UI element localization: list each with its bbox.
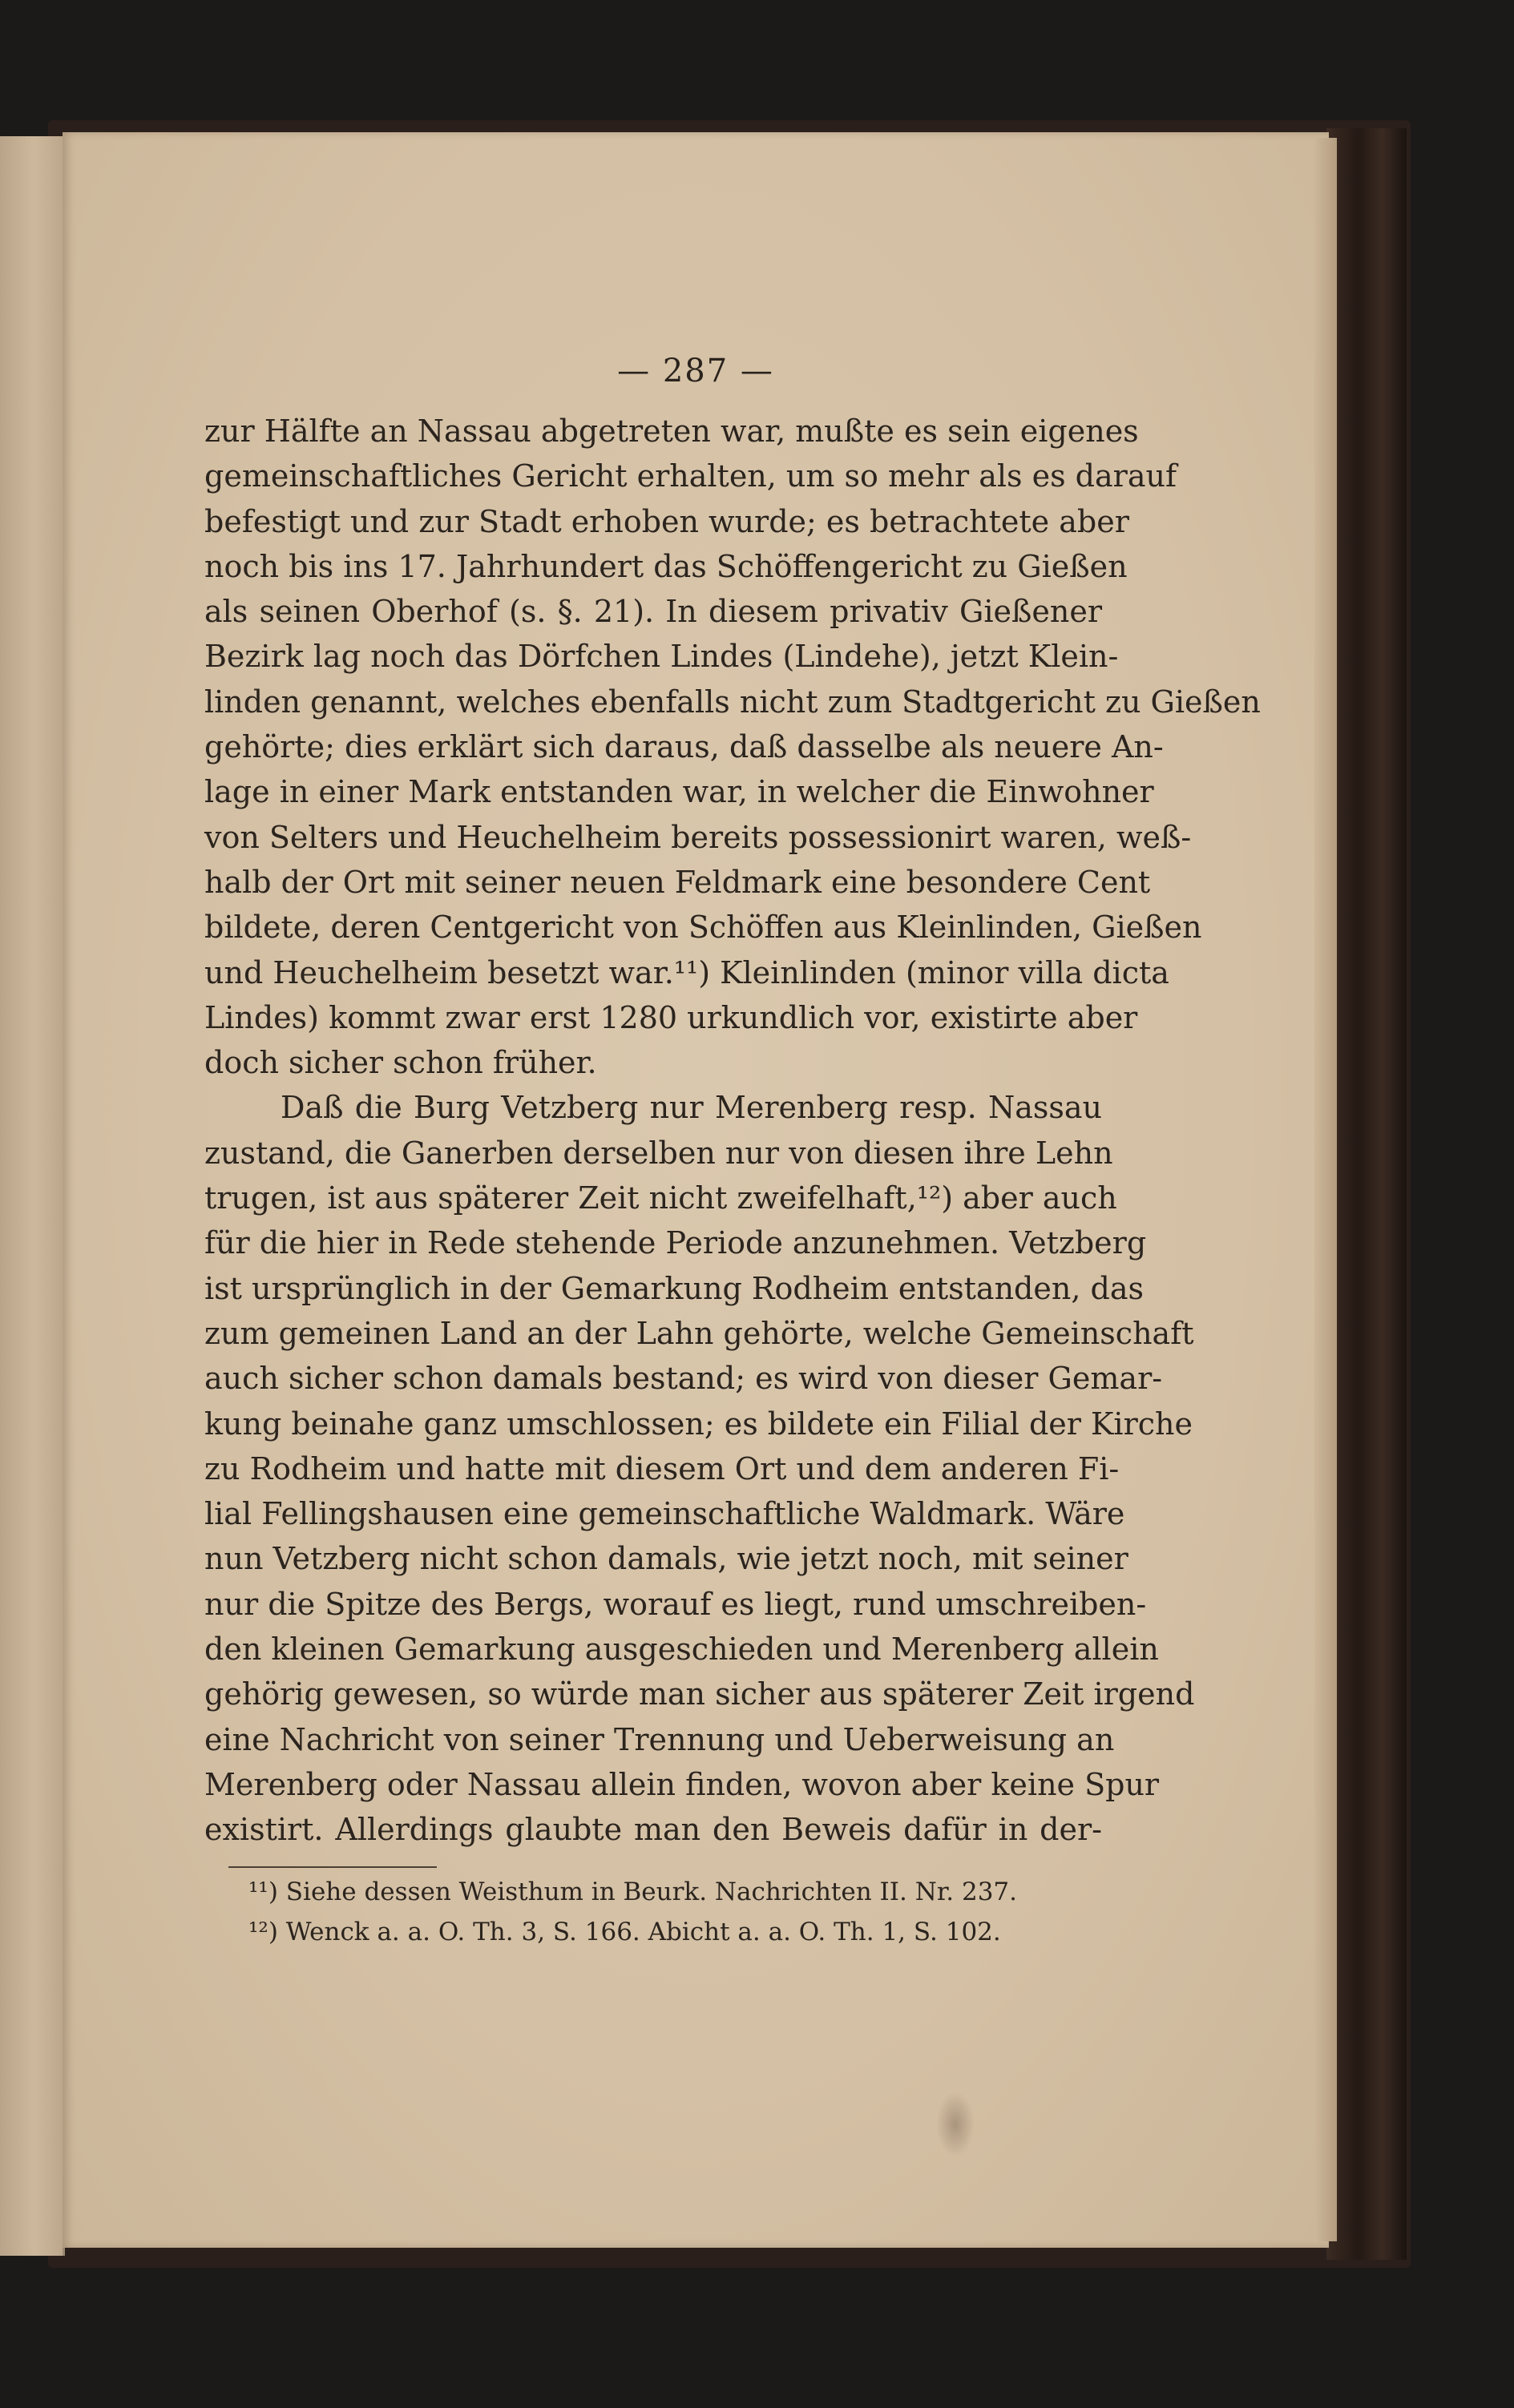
text-line: trugen, ist aus späterer Zeit nicht zweifelhaft,¹²) aber auch (204, 1180, 1117, 1216)
text-line: linden genannt, welches ebenfalls nicht zum Stadtgericht zu Gießen (204, 684, 1261, 720)
text-line: befestigt und zur Stadt erhoben wurde; es betrachtete aber (204, 503, 1129, 539)
text-line: von Selters und Heuchelheim bereits possessionirt waren, weß- (204, 819, 1192, 855)
text-line: und Heuchelheim besetzt war.¹¹) Kleinlinden (minor villa dicta (204, 954, 1169, 990)
text-line: Lindes) kommt zwar erst 1280 urkundlich vor, existirte aber (204, 999, 1138, 1035)
text-line: eine Nachricht von seiner Trennung und Ueberweisung an (204, 1721, 1115, 1757)
footnote: ¹²) Wenck a. a. O. Th. 3, S. 166. Abicht a. a. O. Th. 1, S. 102. (248, 1918, 1001, 1946)
text-line: zu Rodheim und hatte mit diesem Ort und dem anderen Fi- (204, 1450, 1120, 1486)
page-number: — 287 — (617, 353, 774, 389)
text-line: zum gemeinen Land an der Lahn gehörte, welche Gemeinschaft (204, 1315, 1194, 1351)
text-line: bildete, deren Centgericht von Schöffen aus Kleinlinden, Gießen (204, 910, 1202, 946)
book-binding-edge (1326, 128, 1407, 2260)
text-line: gemeinschaftliches Gericht erhalten, um so mehr als es darauf (204, 458, 1177, 494)
text-line: zur Hälfte an Nassau abgetreten war, mußte es sein eigenes (204, 413, 1139, 449)
text-line: auch sicher schon damals bestand; es wird von dieser Gemar- (204, 1361, 1163, 1397)
footnote-divider (228, 1866, 437, 1868)
footnote: ¹¹) Siehe dessen Weisthum in Beurk. Nachrichten II. Nr. 237. (248, 1878, 1018, 1906)
text-line: noch bis ins 17. Jahrhundert das Schöffengericht zu Gießen (204, 548, 1128, 584)
paragraph-start-line: Daß die Burg Vetzberg nur Merenberg resp. Nassau (281, 1090, 1102, 1126)
text-line: halb der Ort mit seiner neuen Feldmark eine besondere Cent (204, 864, 1151, 900)
footnotes (248, 1872, 1098, 1952)
text-line: Merenberg oder Nassau allein finden, wovon aber keine Spur (204, 1766, 1160, 1802)
text-line: existirt. Allerdings glaubte man den Beweis dafür in der- (204, 1812, 1102, 1848)
paper-stain (936, 2091, 975, 2157)
text-line: zustand, die Ganerben derselben nur von diesen ihre Lehn (204, 1135, 1113, 1171)
text-line: Bezirk lag noch das Dörfchen Lindes (Lindehe), jetzt Klein- (204, 639, 1119, 675)
text-line: ist ursprünglich in der Gemarkung Rodheim entstanden, das (204, 1270, 1144, 1306)
text-line: nur die Spitze des Bergs, worauf es liegt, rund umschreiben- (204, 1586, 1147, 1622)
text-line: kung beinahe ganz umschlossen; es bildete ein Filial der Kirche (204, 1406, 1193, 1442)
text-line: lial Fellingshausen eine gemeinschaftliche Waldmark. Wäre (204, 1496, 1125, 1532)
text-line: als seinen Oberhof (s. §. 21). In diesem privativ Gießener (204, 594, 1102, 630)
previous-page-edge (0, 136, 65, 2256)
text-line: für die hier in Rede stehende Periode anzunehmen. Vetzberg (204, 1225, 1147, 1261)
text-line: doch sicher schon früher. (204, 1045, 597, 1081)
text-line: nun Vetzberg nicht schon damals, wie jetzt noch, mit seiner (204, 1541, 1128, 1577)
page-body (204, 409, 1261, 1853)
text-line: den kleinen Gemarkung ausgeschieden und Merenberg allein (204, 1632, 1159, 1668)
page-stack-edge (1314, 138, 1337, 2241)
text-line: gehörig gewesen, so würde man sicher aus späterer Zeit irgend (204, 1676, 1195, 1712)
text-line: lage in einer Mark entstanden war, in welcher die Einwohner (204, 774, 1154, 810)
text-line: gehörte; dies erklärt sich daraus, daß dasselbe als neuere An- (204, 729, 1164, 765)
